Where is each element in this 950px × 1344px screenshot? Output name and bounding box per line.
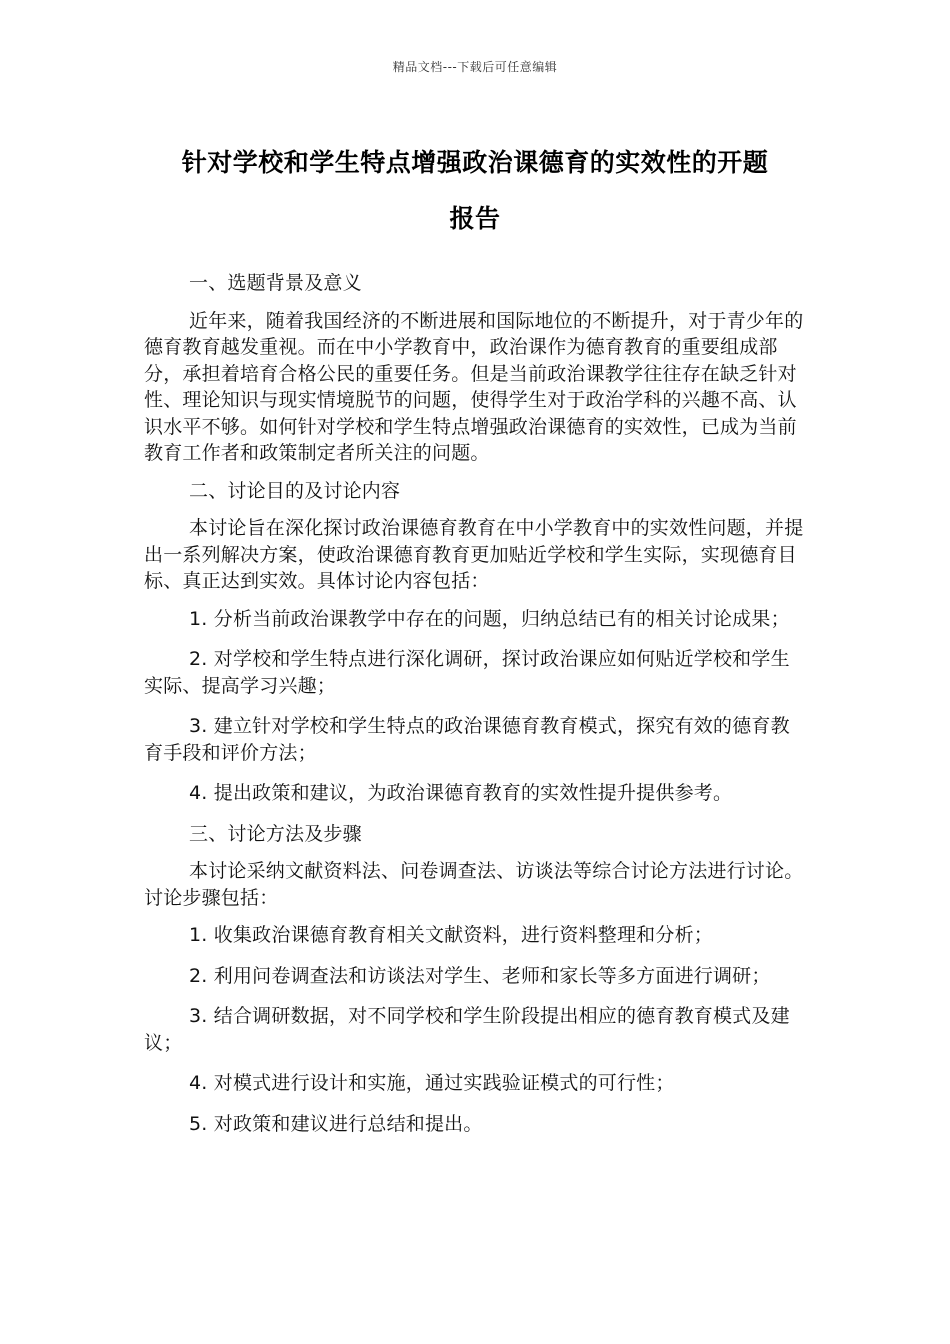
section-1-heading: 一、选题背景及意义 xyxy=(189,272,362,294)
section-3-list-item: 2. 利用问卷调查法和访谈法对学生、老师和家长等多方面进行调研； xyxy=(189,964,771,987)
section-2-list-item: 2. 对学校和学生特点进行深化调研，探讨政治课应如何贴近学校和学生实际、提高学习兴趣； xyxy=(144,648,790,697)
section-1-paragraph: 近年来，随着我国经济的不断进展和国际地位的不断提升，对于青少年的德育教育越发重视。而在中小学教育中，政治课作为德育教育的重要组成部分，承担着培育合格公民的重要任务。但是当前政治课教学往往存在缺乏针对性、理论知识与现实情境脱节的问题，使得学生对于政治学科的兴趣不高、认识水平不够。如何针对学校和学生特点增强政治课德育的实效性，已成为当前教育工作者和政策制定者所关注的问题。 xyxy=(144,309,804,464)
section-3-list-item: 3. 结合调研数据，对不同学校和学生阶段提出相应的德育教育模式及建议； xyxy=(144,1005,790,1054)
section-3-list-item: 4. 对模式进行设计和实施，通过实践验证模式的可行性； xyxy=(189,1072,675,1094)
section-2-list-item: 3. 建立针对学校和学生特点的政治课德育教育模式，探究有效的德育教育手段和评价方法； xyxy=(144,715,790,764)
section-2-list-item: 4. 提出政策和建议，为政治课德育教育的实效性提升提供参考。 xyxy=(189,782,733,804)
section-3-heading: 三、讨论方法及步骤 xyxy=(189,822,362,845)
section-2-list-item: 1. 分析当前政治课教学中存在的问题，归纳总结已有的相关讨论成果； xyxy=(189,607,790,630)
section-3-list-item: 1. 收集政治课德育教育相关文献资料，进行资料整理和分析； xyxy=(189,924,713,946)
document-title xyxy=(140,135,810,247)
section-3-list-item: 5. 对政策和建议进行总结和提出。 xyxy=(189,1112,483,1135)
header-note: 精品文档---下载后可任意编辑 xyxy=(392,60,558,74)
title-line-2: 报告 xyxy=(449,204,501,233)
document-body xyxy=(144,270,806,1151)
section-2-paragraph: 本讨论旨在深化探讨政治课德育教育在中小学教育中的实效性问题，并提出一系列解决方案，使政治课德育教育更加贴近学校和学生实际，实现德育目标、真正达到实效。具体讨论内容包括： xyxy=(144,517,804,592)
title-line-1: 针对学校和学生特点增强政治课德育的实效性的开题 xyxy=(181,148,769,177)
section-3-paragraph: 本讨论采纳文献资料法、问卷调查法、访谈法等综合讨论方法进行讨论。讨论步骤包括： xyxy=(144,860,804,909)
section-2-heading: 二、讨论目的及讨论内容 xyxy=(189,479,401,502)
